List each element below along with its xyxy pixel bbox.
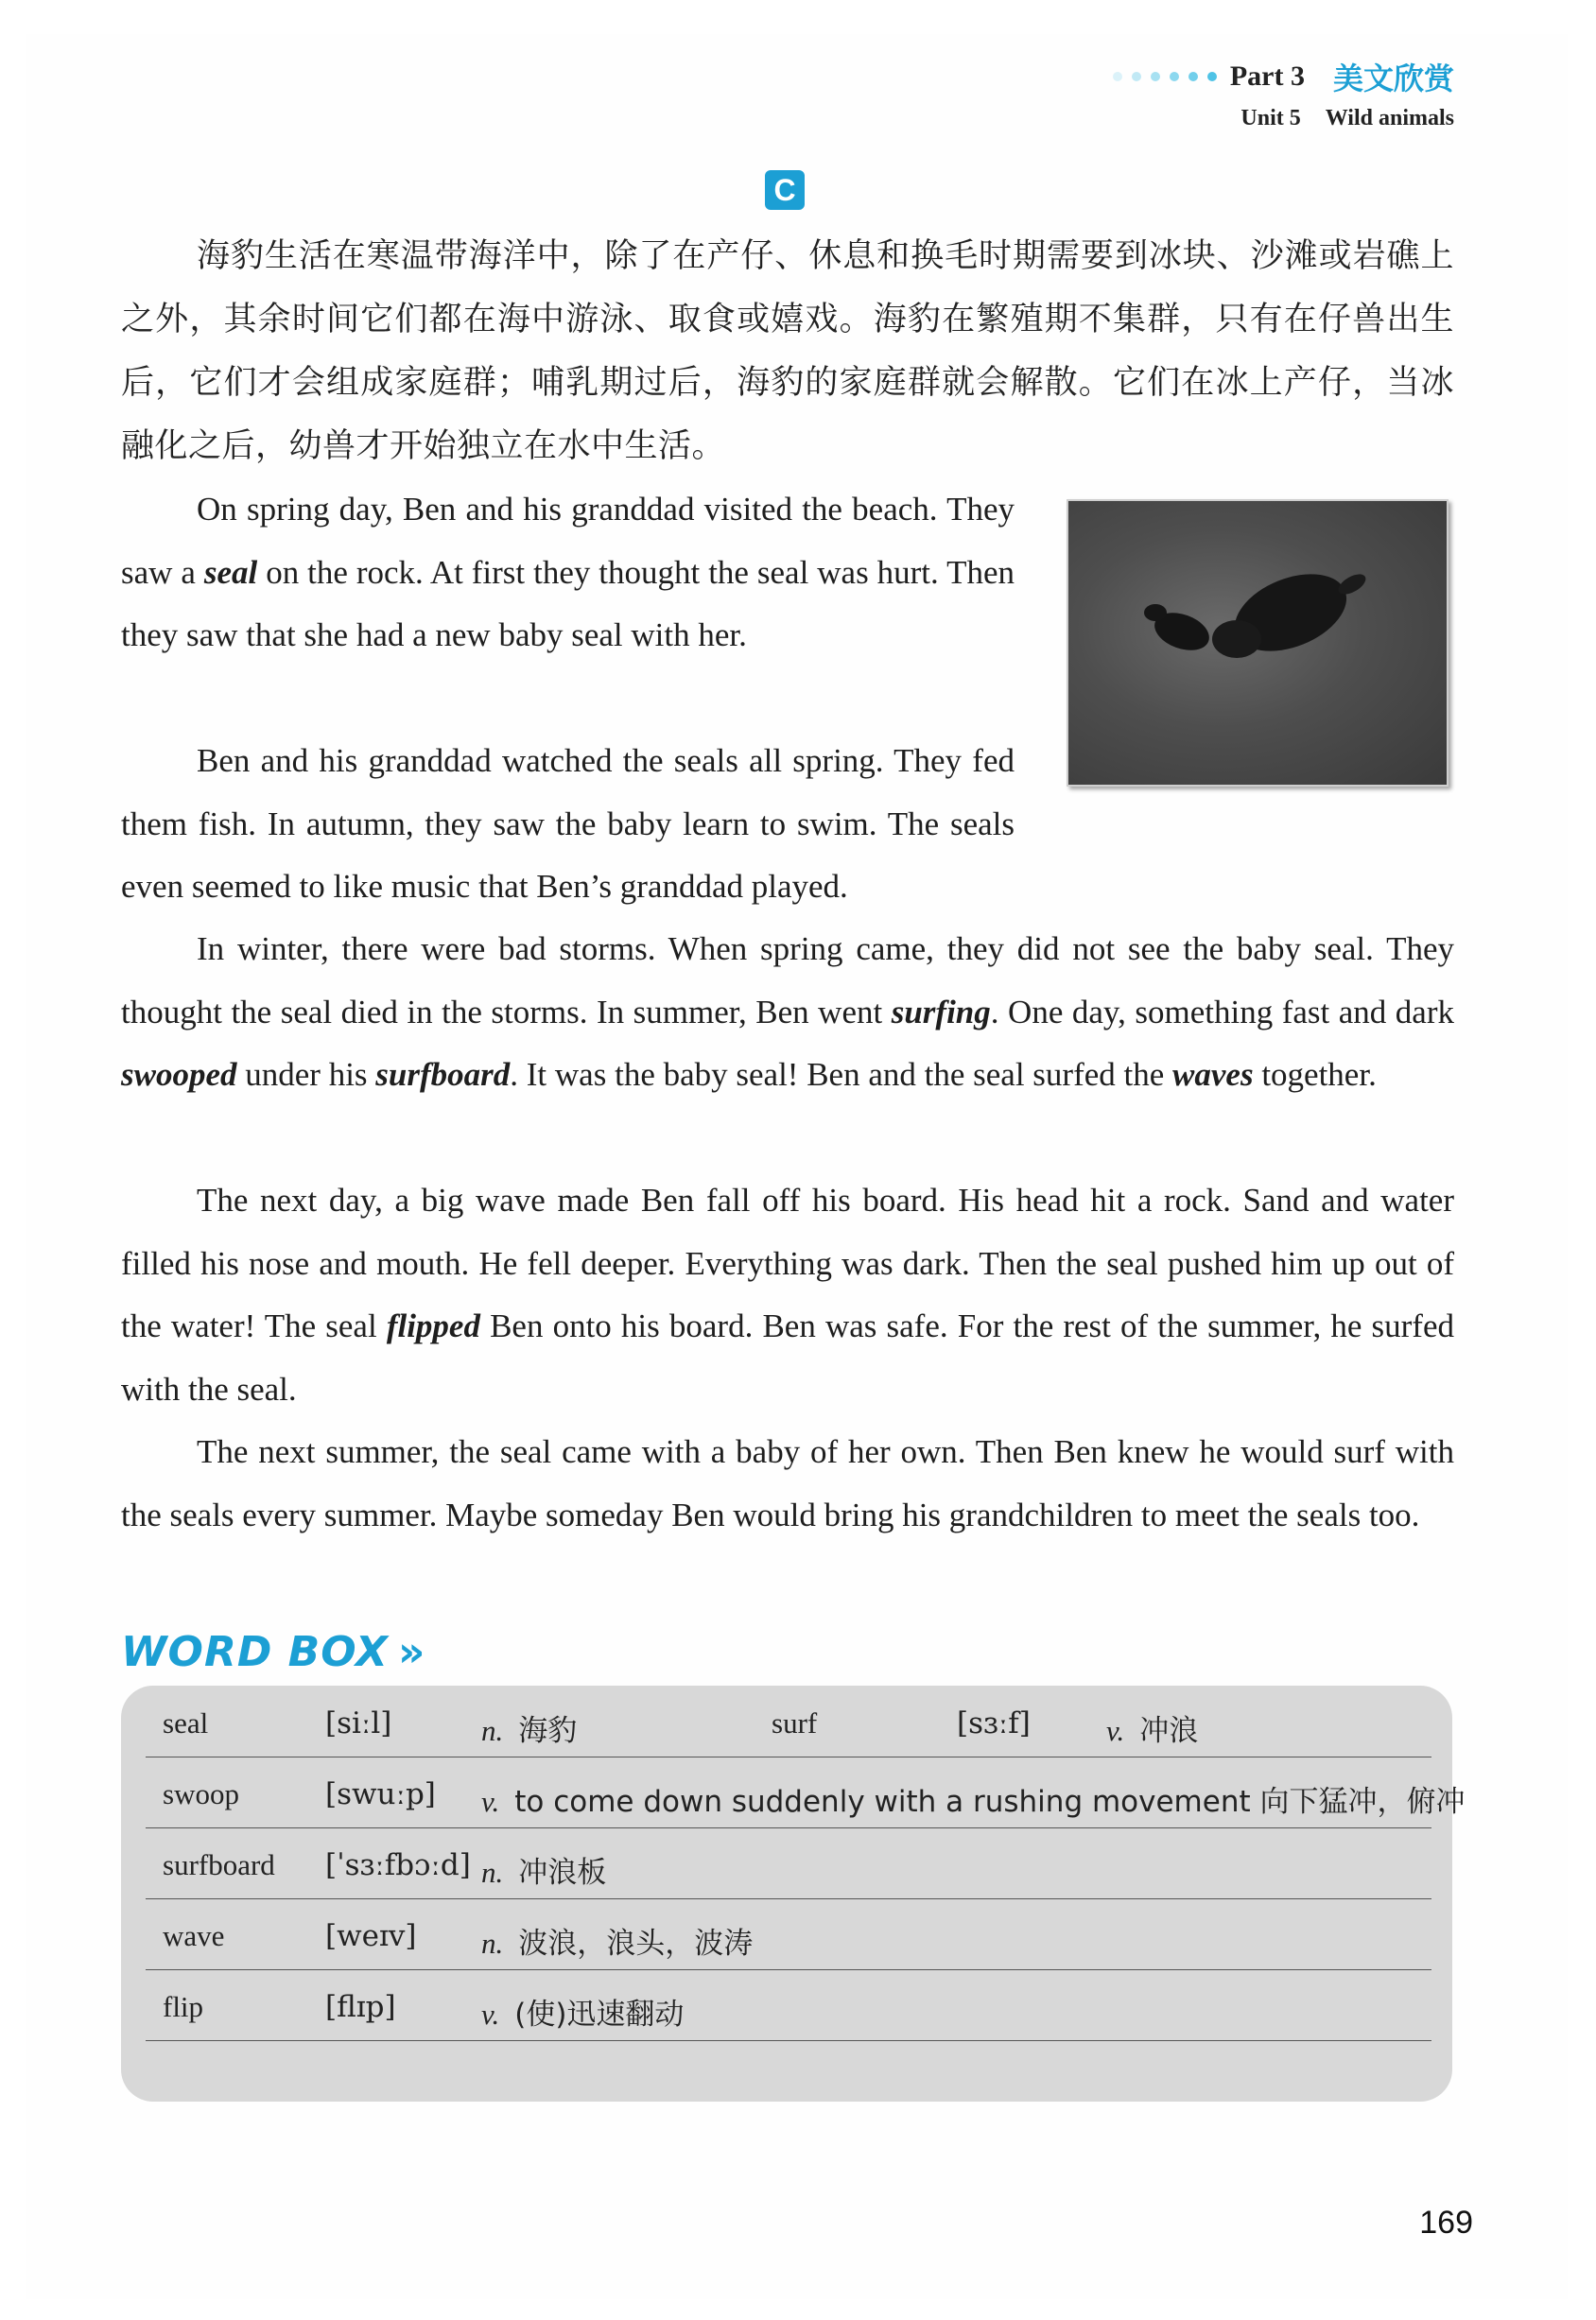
story-paragraph-3: In winter, there were bad storms. When spring came, they did not see the baby seal. They thought the seal died in the storms. In summer, Ben went surfing. One day, something fast and dark swooped under his surfboard. It was the baby seal! Ben and the seal surfed the waves together. <box>121 930 1454 1093</box>
word-box-row: seal [siːl] n. 海豹 surf [sɜːf] v. 冲浪 <box>146 1686 1431 1757</box>
story-paragraph-5: The next summer, the seal came with a baby of her own. Then Ben knew he would surf with the seals every summer. Maybe someday Ben would bring his grandchildren to meet the seals too. <box>121 1433 1454 1533</box>
keyword-waves: waves <box>1172 1056 1254 1093</box>
word-box-row: surfboard [ˈsɜːfbɔːd] n. 冲浪板 <box>146 1827 1431 1899</box>
keyword-swooped: swooped <box>121 1056 237 1093</box>
page-number: 169 <box>1419 2205 1473 2241</box>
section-title: 美文欣赏 <box>1332 61 1454 96</box>
keyword-seal: seal <box>203 553 258 591</box>
passage-badge: C <box>765 170 805 210</box>
story-paragraph-4: The next day, a big wave made Ben fall off his board. His head hit a rock. Sand and water filled his nose and mouth. He fell deeper. Everything was dark. Then the seal pushed him up out of the water! The seal flipped Ben onto his board. Ben was safe. For the rest of the summer, he surfed with the seal. <box>121 1182 1454 1408</box>
word-box-panel <box>121 1686 1466 2102</box>
part-label: Part 3 <box>1229 61 1305 92</box>
page-header <box>1113 55 1454 131</box>
word-box-row: wave [weɪv] n. 波浪，浪头，波涛 <box>146 1898 1431 1970</box>
keyword-flipped: flipped <box>386 1307 480 1344</box>
double-chevron-icon: » <box>397 1628 426 1676</box>
word-box-row: swoop [swuːp] v. to come down suddenly with a rushing movement 向下猛冲，俯冲 <box>146 1757 1431 1828</box>
word-box-row: flip [flɪp] v. (使)迅速翻动 <box>146 1969 1431 2041</box>
keyword-surfboard: surfboard <box>375 1056 511 1093</box>
keyword-surfing: surfing <box>891 993 991 1030</box>
unit-title: Wild animals <box>1325 106 1454 130</box>
word-box-title: WORD BOX » <box>121 1628 426 1676</box>
intro-paragraph-cn: 海豹生活在寒温带海洋中，除了在产仔、休息和换毛时期需要到冰块、沙滩或岩礁上之外，其余时间它们都在海中游泳、取食或嬉戏。海豹在繁殖期不集群，只有在仔兽出生后，它们才会组成家庭群；哺乳期过后，海豹的家庭群就会解散。它们在冰上产仔，当冰融化之后，幼兽才开始独立在水中生活。 <box>121 237 1454 465</box>
story-paragraph-1: On spring day, Ben and his granddad visited the beach. They saw a seal on the rock. At first they thought the seal was hurt. Then they saw that she had a new baby seal with her. <box>121 491 1015 653</box>
decorative-dots <box>1113 72 1217 81</box>
story-paragraph-2: Ben and his granddad watched the seals all spring. They fed them fish. In autumn, they saw the baby learn to swim. The seals even seemed to like music that Ben’s granddad played. <box>121 742 1015 905</box>
unit-label: Unit 5 <box>1240 106 1301 130</box>
